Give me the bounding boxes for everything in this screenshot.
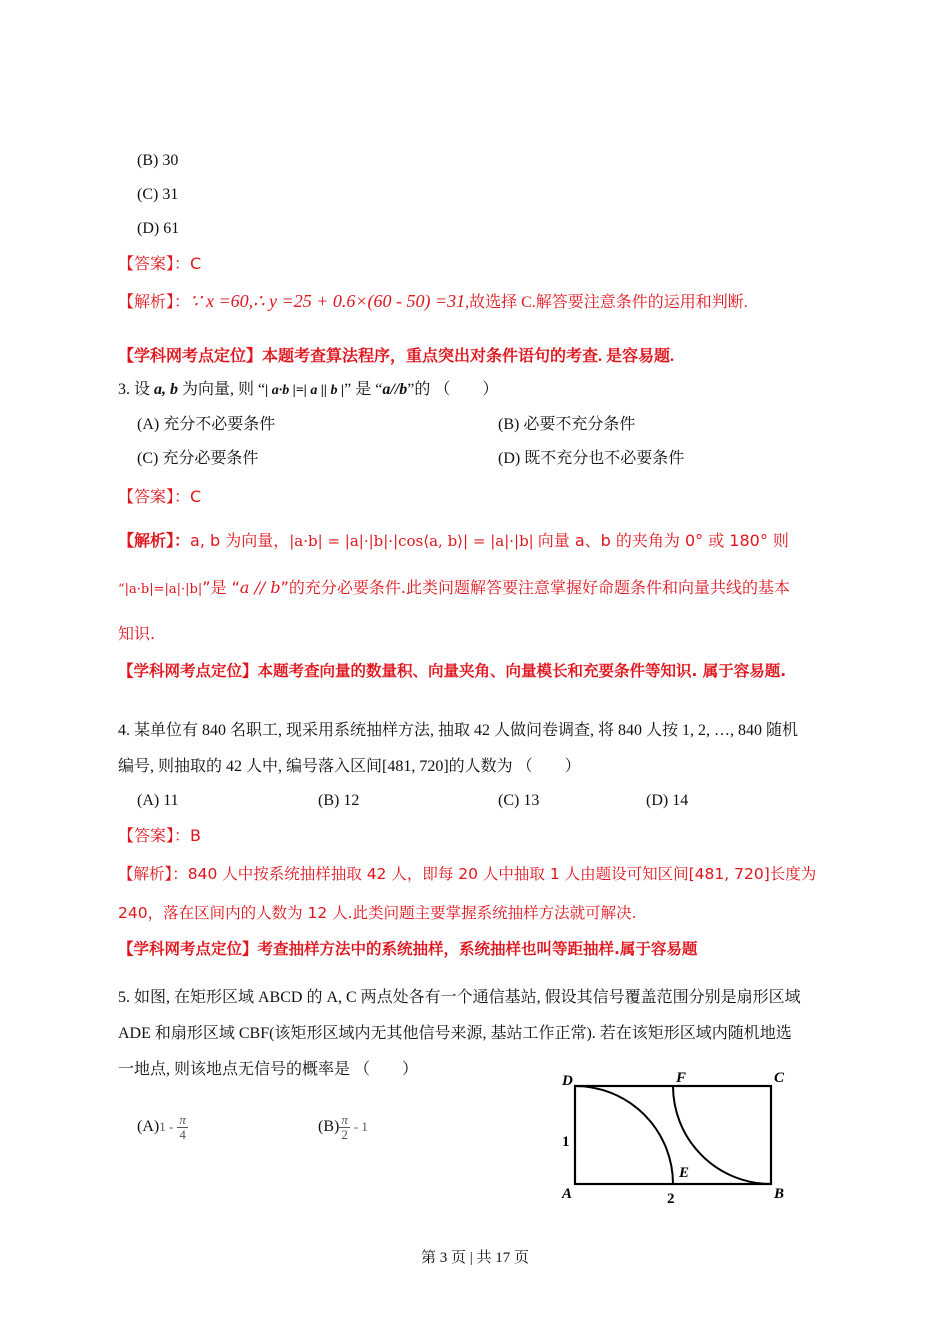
label-c: C xyxy=(774,1070,785,1086)
option-b-suffix: - 1 xyxy=(353,1119,368,1134)
q4-option-d: (D) 14 xyxy=(646,792,689,809)
q3-stem-mid2: ” 是 “ xyxy=(344,381,383,398)
q2-option-d: (D) 61 xyxy=(137,220,180,237)
q3-analysis-line1 xyxy=(118,530,789,552)
answer-value: C xyxy=(190,487,202,506)
q4-analysis-line1: 【解析】：840 人中按系统抽样抽取 42 人，即每 20 人中抽取 1 人由题设可知区间[481, 720]长度为 xyxy=(118,865,817,883)
q3-stem-prefix: 3. 设 xyxy=(118,381,155,398)
q3-point: 【学科网考点定位】本题考查向量的数量积、向量夹角、向量模长和充要条件等知识. 属于容易题. xyxy=(118,662,787,680)
q2-option-b: (B) 30 xyxy=(137,152,179,169)
q4-option-c: (C) 13 xyxy=(498,792,540,809)
q3-stem-parallel: a//b xyxy=(382,381,408,398)
rectangle-figure xyxy=(550,1062,800,1212)
fraction-denominator: 4 xyxy=(179,1126,186,1142)
q3-stem-suffix: ”的 （ ） xyxy=(407,381,499,398)
fraction-pi-over-4 xyxy=(177,1113,188,1142)
q2-point: 【学科网考点定位】本题考查算法程序，重点突出对条件语句的考查. 是容易题. xyxy=(118,348,675,365)
analysis-l1-suffix: 向量 a、b 的夹角为 0° 或 180° 则 xyxy=(537,531,789,550)
q4-option-a: (A) 11 xyxy=(137,792,179,809)
rectangle-abcd xyxy=(575,1086,771,1184)
q5-stem-line1: 5. 如图, 在矩形区域 ABCD 的 A, C 两点处各有一个通信基站, 假设其信号覆盖范围分别是扇形区域 xyxy=(118,989,801,1006)
analysis-l2-math1: “|a·b|=|a|·|b| xyxy=(118,582,203,597)
analysis-l2-math2: a // b xyxy=(239,578,281,597)
answer-label: 【答案】： xyxy=(118,487,191,506)
label-side-1: 1 xyxy=(562,1134,570,1150)
option-label: (A) xyxy=(137,1118,160,1135)
q3-option-a: (A) 充分不必要条件 xyxy=(137,416,276,433)
q3-analysis-line3: 知识. xyxy=(118,624,156,643)
label-f: F xyxy=(676,1070,687,1086)
q4-point: 【学科网考点定位】考查抽样方法中的系统抽样，系统抽样也叫等距抽样.属于容易题 xyxy=(118,940,698,958)
fraction-denominator: 2 xyxy=(341,1126,348,1142)
label-bottom-2: 2 xyxy=(667,1191,675,1207)
arc-ade xyxy=(575,1086,673,1184)
analysis-label: 【解析】： xyxy=(118,292,191,311)
q4-stem-line2: 编号, 则抽取的 42 人中, 编号落入区间[481, 720]的人数为 （ ） xyxy=(118,758,581,775)
q2-option-c: (C) 31 xyxy=(137,186,179,203)
q3-option-b: (B) 必要不充分条件 xyxy=(498,416,636,433)
q3-stem-condition: | a·b |=| a || b | xyxy=(265,383,345,398)
q5-option-a xyxy=(137,1107,188,1147)
q3-stem-vars: a, b xyxy=(154,381,179,398)
q4-analysis-line2: 240，落在区间内的人数为 12 人.此类问题主要掌握系统抽样方法就可解决. xyxy=(118,904,637,922)
fraction-numerator: π xyxy=(341,1111,348,1127)
analysis-math: ∵ x =60,∴ y =25 + 0.6×(60 - 50) =31 xyxy=(190,291,466,311)
q2-analysis xyxy=(118,290,748,314)
q3-stem-mid: 为向量, 则 “ xyxy=(178,381,266,398)
q5-option-b xyxy=(318,1107,368,1147)
q3-option-c: (C) 充分必要条件 xyxy=(137,450,259,467)
answer-value: B xyxy=(190,826,201,845)
label-d: D xyxy=(562,1073,573,1089)
label-b: B xyxy=(774,1186,785,1202)
answer-value: C xyxy=(190,254,202,273)
label-a: A xyxy=(562,1186,573,1202)
analysis-l2-suffix: ”的充分必要条件.此类问题解答要注意掌握好命题条件和向量共线的基本 xyxy=(280,578,791,597)
analysis-l2-mid: ”是 “ xyxy=(202,578,240,597)
q5-stem-line3: 一地点, 则该地点无信号的概率是 （ ） xyxy=(118,1061,419,1078)
answer-label: 【答案】： xyxy=(118,826,191,845)
analysis-text: ,故选择 C.解答要注意条件的运用和判断. xyxy=(465,294,748,311)
page-footer: 第 3 页 | 共 17 页 xyxy=(420,1250,529,1266)
fraction-pi-over-2 xyxy=(339,1113,350,1142)
q5-stem-line2: ADE 和扇形区域 CBF(该矩形区域内无其他信号来源, 基站工作正常). 若在该矩形区域内随机地选 xyxy=(118,1025,792,1042)
q4-option-b: (B) 12 xyxy=(318,792,360,809)
q2-answer xyxy=(118,253,201,275)
q4-stem-line1: 4. 某单位有 840 名职工, 现采用系统抽样方法, 抽取 42 人做问卷调查, 将 840 人按 1, 2, …, 840 随机 xyxy=(118,722,799,739)
label-e: E xyxy=(679,1165,690,1181)
q3-stem xyxy=(118,379,498,402)
option-a-prefix: 1 - xyxy=(159,1119,174,1134)
answer-label: 【答案】： xyxy=(118,254,191,273)
analysis-l1-prefix: a, b 为向量， xyxy=(190,531,290,550)
fraction-numerator: π xyxy=(179,1111,186,1127)
option-label: (B) xyxy=(318,1118,340,1135)
q4-answer xyxy=(118,825,201,847)
analysis-l1-math: |a·b| = |a|·|b|·|cos⟨a, b⟩| = |a|·|b| xyxy=(289,532,534,550)
analysis-label: 【解析】： xyxy=(118,531,191,550)
q3-analysis-line2 xyxy=(118,577,790,601)
q3-answer xyxy=(118,486,201,508)
q3-option-d: (D) 既不充分也不必要条件 xyxy=(498,450,685,467)
